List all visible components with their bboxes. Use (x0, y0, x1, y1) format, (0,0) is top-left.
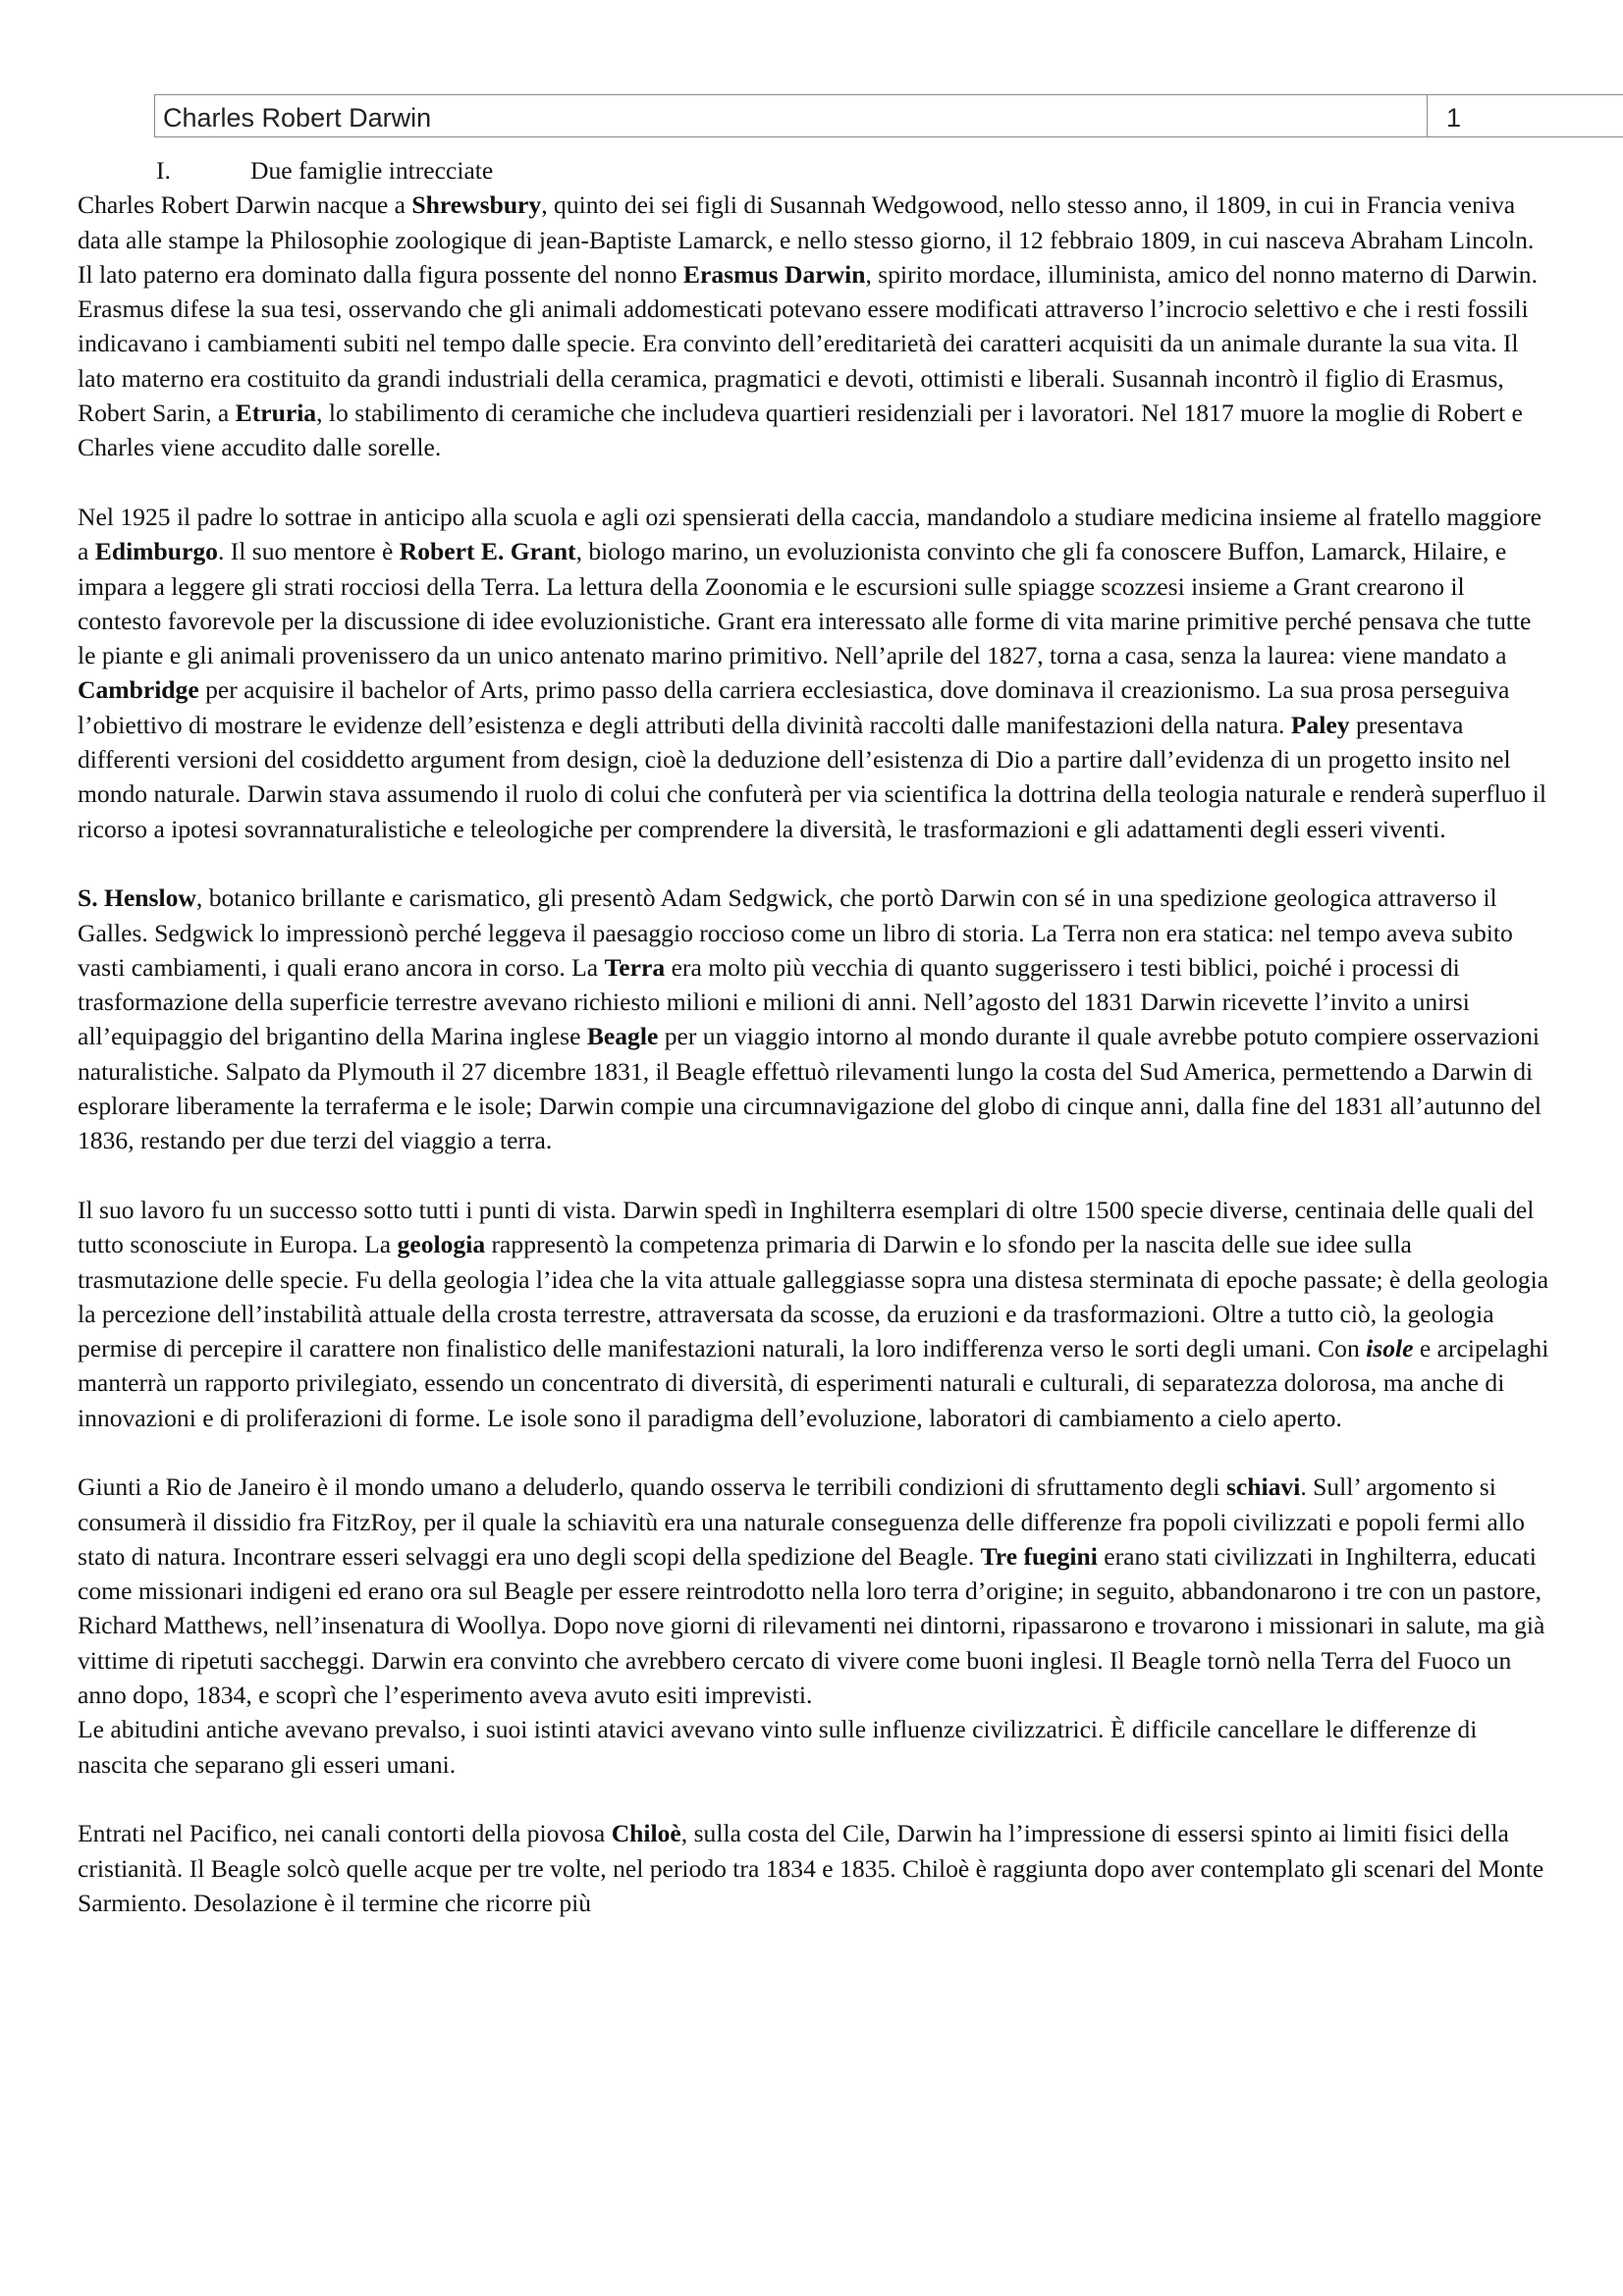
bold-term: Cambridge (78, 675, 199, 705)
text-run: , spirito mordace, illuminista, amico del nonno materno di Darwin. Erasmus difese la sua tesi, osservando che gli animali addomesticati potevano essere modificati attraverso l’incrocio selettivo e che i resti fossili indicavano i cambiamenti subiti nel tempo dalle specie. Era convinto dell’ereditarietà dei caratteri acquisiti da un animale durante la sua vita. Il lato materno era costituito da grandi industriali della ceramica, pragmatici e devoti, ottimisti e liberali. Susannah incontrò il figlio di Erasmus, Robert Sarin, a (78, 259, 1538, 428)
section-number: I. (156, 156, 171, 185)
text-run: Le abitudini antiche avevano prevalso, i suoi istinti atavici avevano vinto sulle influenze civilizzatrici. È difficile cancellare le differenze di nascita che separano gli esseri umani. (78, 1715, 1478, 1779)
bold-italic-term: isole (1366, 1334, 1414, 1363)
text-run: era molto più vecchia di quanto suggerissero i testi biblici, poiché i processi di trasformazione della superficie terrestre avevano richiesto milioni e milioni di anni. Nell’agosto del 1831 Darwin ricevette l’invito a unirsi all’equipaggio del brigantino della Marina inglese (78, 952, 1470, 1051)
bold-term: Paley (1290, 710, 1350, 739)
text-run: presentava differenti versioni del cosiddetto argument from design, cioè la deduzione dell’esistenza di Dio a partire dall’evidenza di un progetto insito nel mondo naturale. Darwin stava assumendo il ruolo di colui che confuterà per via scientifica la dottrina della teologia naturale e renderà superfluo il ricorso a ipotesi sovrannaturalistiche e teleologiche per comprendere la diversità, le trasformazioni e gli adattamenti degli esseri viventi. (78, 710, 1546, 843)
text-run: , sulla costa del Cile, Darwin ha l’impressione di essersi spinto ai limiti fisici della cristianità. Il Beagle solcò quelle acque per tre volte, nel periodo tra 1834 e 1835. Chiloè è raggiunta dopo aver contemplato gli scenari del Monte Sarmiento. Desolazione è il termine che ricorre più (78, 1819, 1544, 1917)
bold-term: Edimburgo (94, 537, 218, 566)
bold-term: Beagle (586, 1022, 659, 1051)
document-body (78, 153, 1550, 1954)
text-run: Charles Robert Darwin nacque a (78, 190, 412, 220)
bold-term: Chiloè (611, 1819, 681, 1848)
text-run: . Sull’ argomento si consumerà il dissidio fra FitzRoy, per il quale la schiavitù era una naturale conseguenza delle differenze fra popoli civilizzati e popoli fermi allo stato di natura. Incontrare esseri selvaggi era uno degli scopi della spedizione del Beagle. (78, 1472, 1525, 1571)
section-title: Due famiglie intrecciate (250, 156, 494, 185)
paragraph-education (78, 500, 1550, 846)
section-heading (78, 153, 1550, 187)
header-title: Charles Robert Darwin (163, 103, 432, 133)
page-header (154, 94, 1623, 137)
text-run: Nel 1925 il padre lo sottrae in anticipo alla scuola e agli ozi spensierati della caccia, mandandolo a studiare medicina insieme al fratello maggiore a (78, 502, 1542, 566)
bold-term: Erasmus Darwin (682, 259, 866, 289)
paragraph-pacific (78, 1816, 1550, 1920)
paragraph-family (78, 187, 1550, 464)
bold-term: schiavi (1225, 1472, 1301, 1502)
header-divider (1427, 95, 1428, 137)
bold-term: Etruria (235, 399, 317, 428)
paragraph-rio (78, 1469, 1550, 1712)
bold-term: Tre fuegini (980, 1541, 1098, 1571)
text-run: per acquisire il bachelor of Arts, primo passo della carriera ecclesiastica, dove dominava il creazionismo. La sua prosa perseguiva l’obiettivo di mostrare le evidenze dell’esistenza e degli attributi della divinità raccolti dalle manifestazioni della natura. (78, 675, 1510, 739)
text-run: erano stati civilizzati in Inghilterra, educati come missionari indigeni ed erano ora sul Beagle per essere reintrodotto nella loro terra d’origine; in seguito, abbandonarono i tre con un pastore, Richard Matthews, nell’insenatura di Woollya. Dopo nove giorni di rilevamenti nei dintorni, ripassarono e trovarono i missionari in salute, ma già vittime di ripetuti saccheggi. Darwin era convinto che avrebbero cercato di vivere come buoni inglesi. Il Beagle tornò nella Terra del Fuoco un anno dopo, 1834, e scoprì che l’esperimento aveva avuto esiti imprevisti. (78, 1541, 1545, 1710)
header-page-number: 1 (1446, 103, 1462, 133)
text-run: per un viaggio intorno al mondo durante il quale avrebbe potuto compiere osservazioni naturalistiche. Salpato da Plymouth il 27 dicembre 1831, il Beagle effettuò rilevamenti lungo la costa del Sud America, permettendo a Darwin di esplorare liberamente la terraferma e le isole; Darwin compie una circumnavigazione del globo di cinque anni, dalla fine del 1831 all’autunno del 1836, restando per due terzi del viaggio a terra. (78, 1022, 1542, 1155)
text-run: , lo stabilimento di ceramiche che includeva quartieri residenziali per i lavoratori. Nel 1817 muore la moglie di Robert e Charles viene accudito dalle sorelle. (78, 399, 1523, 462)
bold-term: Terra (604, 952, 666, 982)
text-run: , quinto dei sei figli di Susannah Wedgowood, nello stesso anno, il 1809, in cui in Francia veniva data alle stampe la Philosophie zoologique di jean-Baptiste Lamarck, e nello stesso giorno, il 12 febbraio 1809, in cui nasceva Abraham Lincoln. Il lato paterno era dominato dalla figura possente del nonno (78, 190, 1535, 289)
text-run: Giunti a Rio de Janeiro è il mondo umano a deluderlo, quando osserva le terribili condizioni di sfruttamento degli (78, 1472, 1226, 1502)
text-run: , biologo marino, un evoluzionista convinto che gli fa conoscere Buffon, Lamarck, Hilaire, e impara a leggere gli strati rocciosi della Terra. La lettura della Zoonomia e le escursioni sulle spiagge scozzesi insieme a Grant crearono il contesto favorevole per la discussione di idee evoluzionistiche. Grant era interessato alle forme di vita marine primitive perché pensava che tutte le piante e gli animali provenissero da un unico antenato marino primitivo. Nell’aprile del 1827, torna a casa, senza la laurea: viene mandato a (78, 537, 1532, 670)
bold-term: Shrewsbury (411, 190, 542, 220)
paragraph-beagle (78, 881, 1550, 1157)
bold-term: S. Henslow (78, 883, 196, 913)
text-run: . Il suo mentore è (217, 537, 400, 566)
bold-term: geologia (397, 1230, 486, 1259)
text-run: Entrati nel Pacifico, nei canali contorti della piovosa (78, 1819, 612, 1848)
text-run: e arcipelaghi manterrà un rapporto privilegiato, essendo un concentrato di diversità, di esperimenti naturali e culturali, di separatezza dolorosa, ma anche di innovazioni e di proliferazioni di forme. Le isole sono il paradigma dell’evoluzione, laboratori di cambiamento a cielo aperto. (78, 1334, 1549, 1432)
text-run: Il suo lavoro fu un successo sotto tutti i punti di vista. Darwin spedì in Inghilterra esemplari di oltre 1500 specie diverse, centinaia delle quali del tutto sconosciute in Europa. La (78, 1195, 1535, 1259)
bold-term: Robert E. Grant (399, 537, 576, 566)
paragraph-rio-continued (78, 1712, 1550, 1782)
text-run: rappresentò la competenza primaria di Darwin e lo sfondo per la nascita delle sue idee sulla trasmutazione delle specie. Fu della geologia l’idea che la vita attuale galleggiasse sopra una distesa sterminata di epoche passate; è della geologia la percezione dell’instabilità attuale della crosta terrestre, attraversata da scosse, da eruzioni e da trasformazioni. Oltre a tutto ciò, la geologia permise di percepire il carattere non finalistico delle manifestazioni naturali, la loro indifferenza verso le sorti degli umani. Con (78, 1230, 1549, 1363)
paragraph-geology (78, 1193, 1550, 1435)
text-run: , botanico brillante e carismatico, gli presentò Adam Sedgwick, che portò Darwin con sé in una spedizione geologica attraverso il Galles. Sedgwick lo impressionò perché leggeva il paesaggio roccioso come un libro di storia. La Terra non era statica: nel tempo aveva subito vasti cambiamenti, i quali erano ancora in corso. La (78, 883, 1513, 982)
